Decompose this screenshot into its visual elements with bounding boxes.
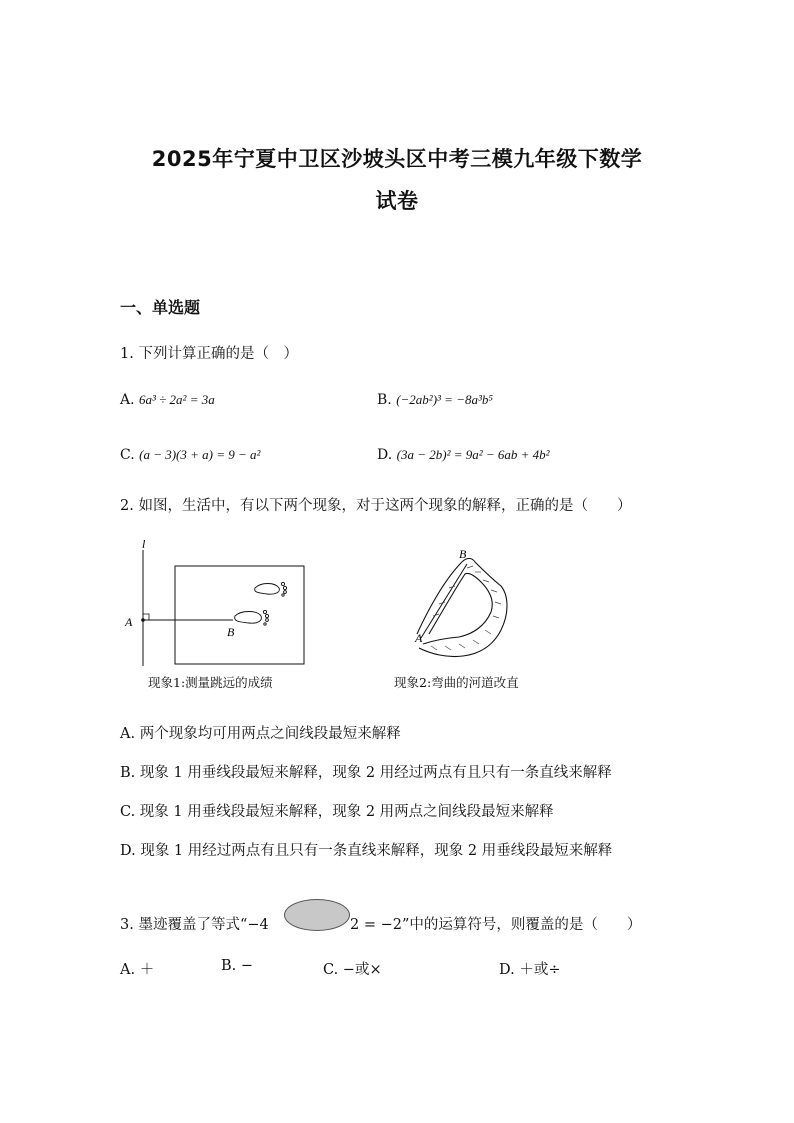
- q1-option-b-label: B.: [377, 392, 392, 408]
- q2-figure2-caption: 现象2:弯曲的河道改直: [394, 675, 519, 690]
- q1-option-d-label: D.: [377, 447, 393, 463]
- q3-option-b: B. −: [221, 958, 254, 974]
- q1-option-a: [120, 392, 215, 408]
- q2-stem: 2. 如图，生活中，有以下两个现象，对于这两个现象的解释，正确的是（ ）: [120, 498, 632, 514]
- q3-option-a: A. ＋: [120, 962, 155, 978]
- q1-option-d-expr: (3a − 2b)² = 9a² − 6ab + 4b²: [396, 447, 550, 462]
- q1-option-a-expr: 6a³ ÷ 2a² = 3a: [139, 392, 215, 407]
- q1-option-b: [377, 392, 493, 408]
- page-title: 2025年宁夏中卫区沙坡头区中考三模九年级下数学: [151, 147, 643, 171]
- footprint-icon-2: [235, 610, 269, 625]
- label-l: l: [142, 538, 146, 551]
- q2-figure1-caption: 现象1:测量跳远的成绩: [148, 675, 273, 690]
- label-b: B: [459, 547, 467, 561]
- q1-option-c: [120, 447, 260, 463]
- q1-option-c-label: C.: [120, 447, 135, 463]
- sandpit-rect: [175, 566, 304, 664]
- q2-option-b: B. 现象 1 用垂线段最短来解释，现象 2 用经过两点有且只有一条直线来解释: [120, 765, 612, 781]
- q2-option-a: A. 两个现象均可用两点之间线段最短来解释: [120, 726, 401, 742]
- section-heading: 一、单选题: [120, 298, 201, 317]
- label-a: A: [415, 631, 423, 645]
- footprint-icon: [255, 582, 287, 596]
- label-b: B: [227, 625, 235, 639]
- ink-blot: [284, 899, 350, 931]
- q2-option-c: C. 现象 1 用垂线段最短来解释，现象 2 用两点之间线段最短来解释: [120, 804, 554, 820]
- q2-option-d: D. 现象 1 用经过两点有且只有一条直线来解释，现象 2 用垂线段最短来解释: [120, 843, 613, 859]
- q1-option-b-expr: (−2ab²)³ = −8a³b⁵: [396, 392, 493, 407]
- q3-option-d: D. ＋或÷: [499, 962, 561, 978]
- q2-figure-river: [405, 542, 525, 667]
- page-title-line2: 试卷: [375, 189, 419, 213]
- q1-option-a-label: A.: [120, 392, 135, 408]
- point-a: [141, 618, 145, 622]
- water-hatching: [431, 566, 501, 650]
- label-a: A: [125, 615, 133, 629]
- q1-stem: 1. 下列计算正确的是（ ）: [120, 346, 298, 362]
- river-inner-bank: [423, 573, 492, 644]
- q1-option-c-expr: (a − 3)(3 + a) = 9 − a²: [139, 447, 261, 462]
- q3-option-c: C. −或×: [323, 962, 382, 978]
- q3-stem-suffix: 2 = −2”中的运算符号，则覆盖的是（ ）: [350, 917, 642, 933]
- straight-channel-line: [421, 564, 467, 638]
- q1-option-d: [377, 447, 550, 463]
- q3-stem-prefix: 3. 墨迹覆盖了等式“−4: [120, 917, 269, 933]
